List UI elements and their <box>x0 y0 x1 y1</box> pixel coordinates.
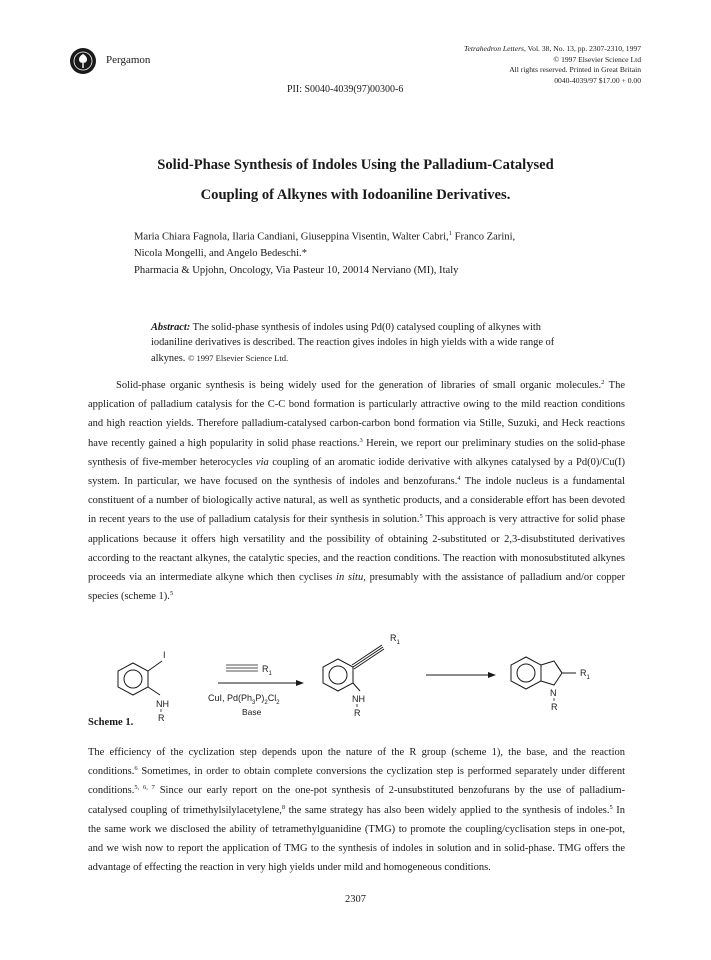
reference-marker: 2 <box>601 379 605 386</box>
price-line: 0040-4039/97 $17.00 + 0.00 <box>554 75 641 85</box>
copyright-line: © 1997 Elsevier Science Ltd <box>553 54 641 64</box>
body-paragraph-1 <box>88 376 625 606</box>
journal-citation <box>464 44 641 86</box>
affiliation-ref: 1 <box>448 230 452 237</box>
author-block <box>134 226 604 279</box>
r1-label-product: $R_1$ <box>580 668 590 681</box>
reference-marker: 5 <box>609 803 613 811</box>
pii-identifier: PII: S0040-4039(97)00300-6 <box>287 84 404 95</box>
text-run: This approach is very attractive for solid phase applications because it offers high versatility and the possibility of obtaining 2-substituted or 2,3-disubstituted derivatives according to the reactant alkynes, the catalytic species, and the reaction conditions. The reaction with monosubstituted alkynes proceeds via an intermediate alkyne which then cyclises <box>88 514 626 584</box>
abstract-text: The solid-phase synthesis of indoles using Pd(0) catalysed coupling of alkynes with iodaniline derivatives is described. The reaction gives indoles in high yields with a wide range of alkynes. <box>151 322 555 364</box>
nh-label-2: NH <box>352 694 365 704</box>
italic-run: in situ <box>336 572 364 584</box>
journal-name: Tetrahedron Letters <box>464 44 524 53</box>
n-label: N <box>550 688 557 698</box>
text-run: the same strategy has also been widely applied to the synthesis of indoles. <box>285 804 610 816</box>
r-label-2: R <box>354 708 361 718</box>
indole-structure <box>511 657 576 689</box>
arrow-head-2 <box>488 672 496 678</box>
page-number: 2307 <box>345 894 366 905</box>
abstract-copyright: © 1997 Elsevier Science Ltd. <box>187 352 289 363</box>
reference-marker: 5 <box>419 513 423 521</box>
italic-run: via <box>255 456 269 468</box>
title-line-1: Solid-Phase Synthesis of Indoles Using the Palladium-Catalysed <box>157 157 554 173</box>
reference-marker: 3 <box>359 436 363 444</box>
author-line-1 <box>134 226 604 246</box>
text-run: Herein, we report our preliminary studies on the solid-phase synthesis of five-member heterocycles <box>88 437 625 468</box>
citation-line <box>464 44 641 55</box>
text-run: The application of palladium catalysis for the C-C bond formation is particularly attractive owing to the mild reaction conditions and high reaction yields. Therefore palladium-catalysed carbon-carbon bond formation via Stille, Suzuki, and Heck reactions have recently gained a high popularity in solid phase reactions. <box>88 380 625 449</box>
publisher-logo <box>70 48 96 74</box>
r-label-1: R <box>158 713 165 723</box>
author-names-end: Franco Zarini, <box>451 231 516 243</box>
text-run: Solid-phase organic synthesis is being widely used for the generation of libraries of small organic molecules. <box>116 380 602 391</box>
r-label-3: R <box>551 702 558 712</box>
r1-label-reagent: $R_1$ <box>262 664 272 677</box>
affiliation: Pharmacia & Upjohn, Oncology, Via Pasteur 10, 20014 Nerviano (MI), Italy <box>134 264 459 276</box>
reference-marker: 8 <box>281 803 286 811</box>
text-run: Sometimes, in order to obtain complete conversions the cyclization step is performed separately under different conditions. <box>88 766 625 797</box>
reference-marker: 5, 6, 7 <box>134 784 155 792</box>
text-run: In the same work we disclosed the ability of tetramethylguanidine (TMG) to promote the coupling/cyclisation steps in one-pot, and we wish now to report the application of TMG to the synthesis of indoles in solution and in solid-phase. TMG offers the advantage of effecting the reaction in very high yields under mild and homogeneous conditions. <box>88 804 625 874</box>
r1-label-intermediate: $R_1$ <box>390 633 400 646</box>
reference-marker: 5 <box>169 590 174 598</box>
nh-label-1: NH <box>156 699 169 709</box>
citation-details: , Vol. 38, No. 13, pp. 2307-2310, 1997 <box>523 44 641 53</box>
rights-line: All rights reserved. Printed in Great Britain <box>509 65 641 75</box>
reagents-label: CuI, $Pd(Ph_3P)_2Cl_2$ <box>208 693 280 706</box>
body-paragraph-2 <box>88 743 625 877</box>
text-run: The efficiency of the cyclization step depends upon the nature of the R group (scheme 1), the base, and the reaction conditions. <box>88 747 625 778</box>
iodoaniline-structure <box>118 661 162 695</box>
alkyne-reagent <box>226 665 258 671</box>
reference-marker: 4 <box>457 475 461 483</box>
tree-emblem-icon <box>70 48 96 74</box>
iodo-label: I <box>163 650 166 660</box>
text-run: Since our early report on the one-pot synthesis of 2-unsubstituted benzofurans by the use of palladium-catalysed coupling of trimethylsilylacetylene, <box>88 785 626 816</box>
abstract-label: Abstract: <box>151 322 191 333</box>
title-line-2: Coupling of Alkynes with Iodoaniline Derivatives. <box>200 187 511 203</box>
author-line-2: Nicola Mongelli, and Angelo Bedeschi.* <box>134 248 307 260</box>
publisher-name: Pergamon <box>106 54 151 66</box>
scheme-caption: Scheme 1. <box>88 717 134 728</box>
text-run: coupling of an aromatic iodide derivative with alkynes catalysed by a Pd(0)/Cu(I) system. In particular, we have focused on the synthesis of indoles and benzofurans. <box>88 456 625 488</box>
author-names: Maria Chiara Fagnola, Ilaria Candiani, Giuseppina Visentin, Walter Cabri, <box>134 231 449 243</box>
reference-marker: 6 <box>134 765 138 773</box>
paragraph-text <box>88 743 625 877</box>
abstract <box>151 320 571 366</box>
intermediate-alkyne-structure <box>323 645 384 691</box>
text-run: The indole nucleus is a fundamental constituent of a number of biologically active natural, as well as synthetic products, and a considerable effort has been devoted in recent years to the use of palladium catalysis for their synthesis in solution. <box>88 476 625 526</box>
base-label: Base <box>242 707 262 717</box>
article-title <box>0 150 711 210</box>
paragraph-text <box>88 376 625 606</box>
text-run: , presumably with the assistance of palladium and/or copper species (scheme 1). <box>88 572 625 603</box>
arrow-head-1 <box>296 680 304 686</box>
